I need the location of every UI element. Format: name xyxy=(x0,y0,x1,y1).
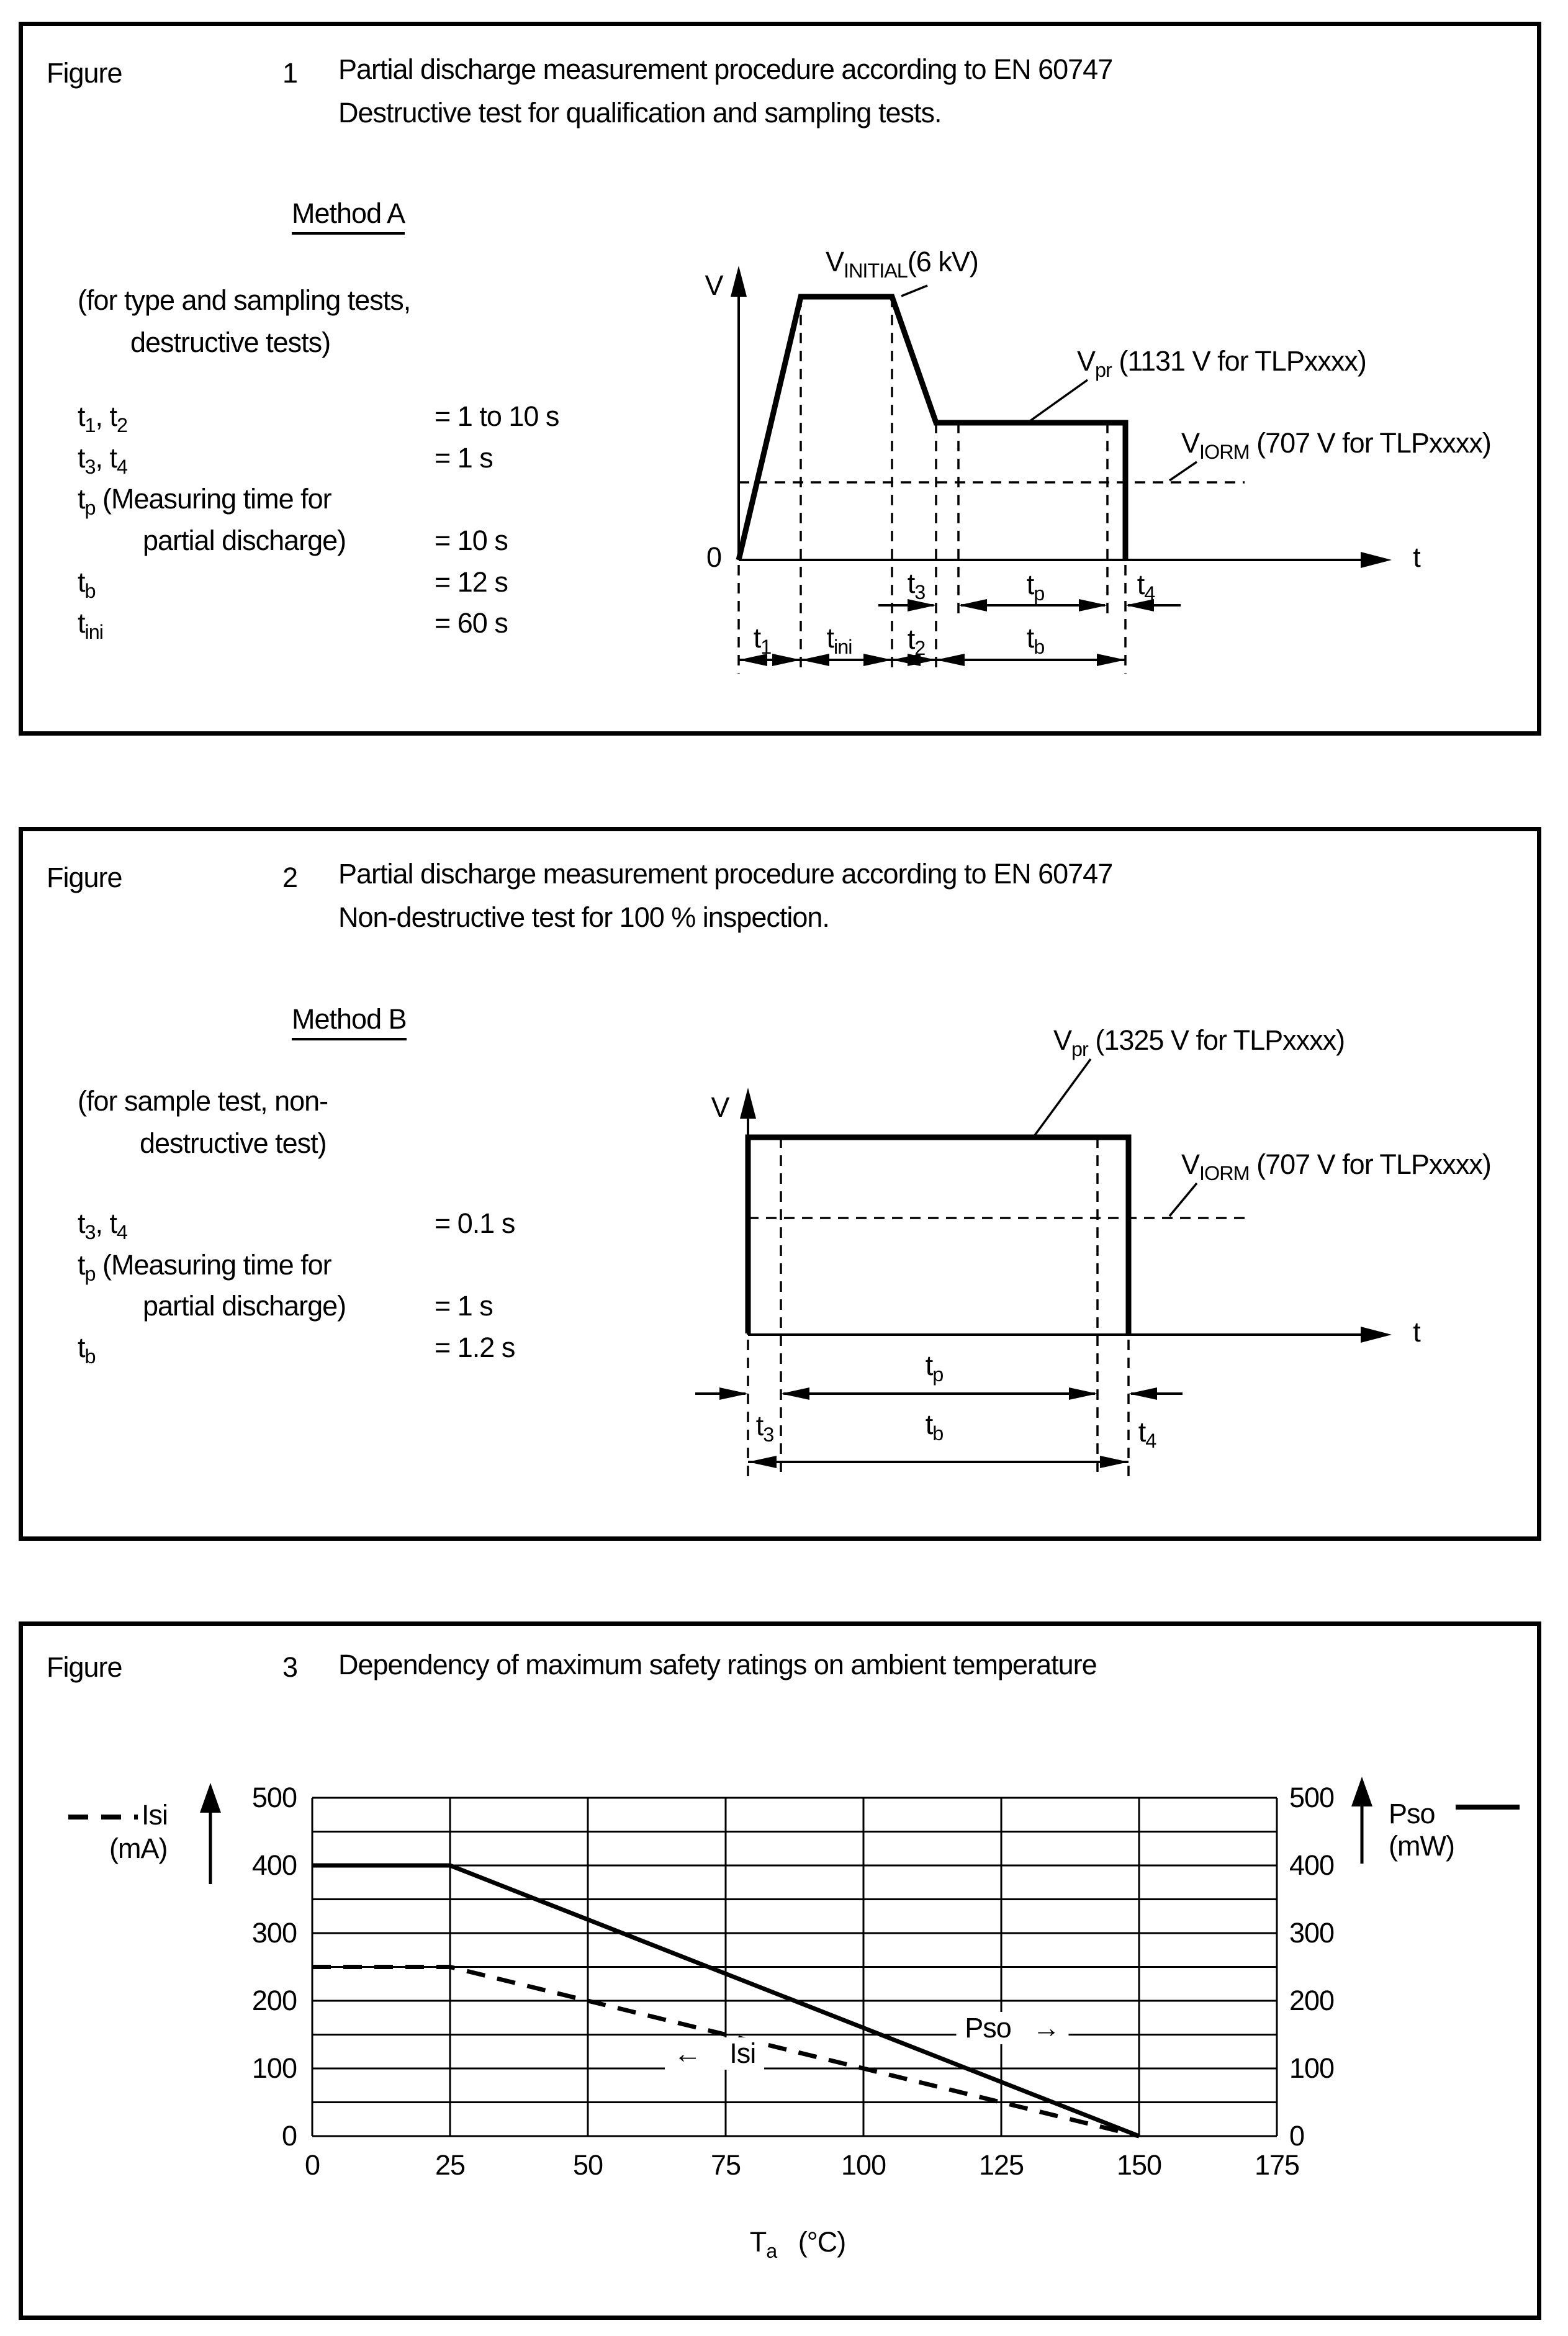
fig1-vpr-label: $V_{pr}$ (1131 V for TLPxxxx) xyxy=(1077,345,1366,381)
fig2-figure-number: 2 xyxy=(282,862,298,893)
fig2-t3-label: $t_3$ xyxy=(755,1410,774,1446)
fig3-grid xyxy=(312,1798,1277,2136)
fig3-title: Dependency of maximum safety ratings on ambient temperature xyxy=(338,1649,1097,1680)
fig2-param2-value: = 1 s xyxy=(435,1290,493,1322)
pso-legend-name: Pso xyxy=(1389,1798,1435,1829)
fig1-param3-name: $t_p$ (Measuring time for xyxy=(78,483,331,519)
fig1-t4-label: $t_4$ xyxy=(1137,569,1155,605)
fig1-taxis-arrow xyxy=(1361,552,1392,568)
fig3-ytick-right-400: 400 xyxy=(1289,1849,1335,1881)
fig3-annotation-1: Pso → xyxy=(956,2012,1068,2044)
fig2-yaxis-label: V xyxy=(711,1091,729,1123)
fig1-param3-name2: partial discharge) xyxy=(143,525,346,556)
isi-legend-unit: (mA) xyxy=(109,1833,168,1864)
fig2-param1-value: = 0.1 s xyxy=(435,1207,515,1239)
fig2-figure-label: Figure xyxy=(47,862,122,893)
fig3-ytick-left-200: 200 xyxy=(251,1985,297,2016)
fig3-annotation-0: ← Isi xyxy=(665,2037,764,2070)
fig2-tb-label: $t_b$ xyxy=(925,1409,944,1445)
fig1-param4-value: = 12 s xyxy=(435,566,508,598)
fig1-method-heading: Method A xyxy=(292,197,405,230)
fig2-param3-name: $t_b$ xyxy=(78,1332,96,1368)
fig3-xtick-100: 100 xyxy=(840,2149,886,2181)
fig1-figure-number: 1 xyxy=(282,57,298,89)
fig3-xtick-25: 25 xyxy=(435,2149,466,2181)
fig2-param2-name: $t_p$ (Measuring time for xyxy=(78,1249,331,1285)
fig2-scope-line1: (for sample test, non- xyxy=(78,1085,328,1117)
fig2-vaxis-arrow xyxy=(740,1088,756,1119)
fig2-param3-value: = 1.2 s xyxy=(435,1332,515,1363)
fig2-diagram xyxy=(695,1059,1392,1477)
fig2-viorm-label: $V_{IORM}$ (707 V for TLPxxxx) xyxy=(1181,1148,1491,1184)
fig3-xtick-0: 0 xyxy=(304,2149,320,2181)
fig1-param2-name: $t_3$, $t_4$ xyxy=(78,442,128,478)
fig3-ytick-right-0: 0 xyxy=(1289,2120,1305,2152)
fig2-param2-name2: partial discharge) xyxy=(143,1290,346,1322)
fig2-param1-name: $t_3$, $t_4$ xyxy=(78,1207,128,1243)
fig3-xtick-125: 125 xyxy=(978,2149,1024,2181)
fig3-ytick-left-0: 0 xyxy=(281,2120,297,2152)
fig2-dashed-guides xyxy=(748,1137,1245,1477)
isi-legend-name: Isi xyxy=(142,1799,168,1831)
fig1-waveform xyxy=(739,297,1125,560)
fig1-param4-name: $t_b$ xyxy=(78,566,96,602)
fig1-tini-label: $t_{ini}$ xyxy=(826,622,852,658)
fig1-param1-name: $t_1$, $t_2$ xyxy=(78,400,128,436)
fig2-xaxis-label: t xyxy=(1413,1316,1420,1348)
fig1-param1-value: = 1 to 10 s xyxy=(435,400,559,432)
fig1-vaxis-arrow xyxy=(731,266,747,297)
fig2-method-heading: Method B xyxy=(292,1003,407,1035)
fig1-viorm-label: $V_{IORM}$ (707 V for TLPxxxx) xyxy=(1181,427,1491,463)
fig2-title-line2: Non-destructive test for 100 % inspection. xyxy=(338,901,829,933)
fig3-figure-number: 3 xyxy=(282,1651,298,1683)
fig1-t1-label: $t_1$ xyxy=(753,622,772,658)
fig3-ytick-right-300: 300 xyxy=(1289,1917,1335,1949)
fig1-diagram xyxy=(731,266,1392,674)
fig2-title-line1: Partial discharge measurement procedure according to EN 60747 xyxy=(338,858,1113,890)
fig1-figure-label: Figure xyxy=(47,57,122,89)
fig1-tb-label: $t_b$ xyxy=(1026,622,1045,658)
fig3-ytick-left-500: 500 xyxy=(251,1782,297,1813)
fig3-ytick-right-200: 200 xyxy=(1289,1985,1335,2016)
fig1-param5-name: $t_{ini}$ xyxy=(78,607,103,643)
fig2-t4-label: $t_4$ xyxy=(1138,1416,1156,1452)
fig3-xtick-75: 75 xyxy=(710,2149,741,2181)
fig1-title-line1: Partial discharge measurement procedure according to EN 60747 xyxy=(338,53,1113,85)
fig3-xtick-150: 150 xyxy=(1116,2149,1162,2181)
pso-axis-arrow-head xyxy=(1351,1777,1372,1806)
fig2-vpr-label: $V_{pr}$ (1325 V for TLPxxxx) xyxy=(1053,1024,1345,1060)
fig3-ytick-right-500: 500 xyxy=(1289,1782,1335,1813)
fig3-ytick-left-300: 300 xyxy=(251,1917,297,1949)
fig1-pointers xyxy=(901,286,1197,480)
fig1-tp-label: $t_p$ xyxy=(1026,569,1045,605)
fig1-param3-value: = 10 s xyxy=(435,525,508,556)
fig3-xaxis-title: $T_a$ (°C) xyxy=(749,2226,846,2262)
fig1-yaxis-label: V xyxy=(705,269,723,301)
fig1-vinitial-label: $V_{INITIAL}(6$ kV) xyxy=(826,246,978,282)
fig3-ytick-right-100: 100 xyxy=(1289,2052,1335,2084)
fig2-tp-label: $t_p$ xyxy=(925,1350,944,1386)
fig1-param5-value: = 60 s xyxy=(435,607,508,639)
fig3-xtick-175: 175 xyxy=(1254,2149,1300,2181)
fig3-ytick-left-400: 400 xyxy=(251,1849,297,1881)
fig3-xtick-50: 50 xyxy=(572,2149,603,2181)
fig1-param2-value: = 1 s xyxy=(435,442,493,474)
fig1-t3-label: $t_3$ xyxy=(907,567,926,603)
fig2-pulse xyxy=(748,1137,1129,1333)
fig2-scope-line2: destructive test) xyxy=(140,1127,327,1159)
fig1-scope-line2: destructive tests) xyxy=(130,327,331,358)
fig1-xaxis-label: t xyxy=(1413,541,1420,573)
fig3-figure-label: Figure xyxy=(47,1651,122,1683)
fig3-ytick-left-100: 100 xyxy=(251,2052,297,2084)
fig1-origin-label: 0 xyxy=(706,541,722,573)
fig2-taxis-arrow xyxy=(1361,1327,1392,1343)
fig1-t2-label: $t_2$ xyxy=(907,623,926,659)
pso-legend-unit: (mW) xyxy=(1389,1830,1454,1862)
fig1-title-line2: Destructive test for qualification and sampling tests. xyxy=(338,97,942,129)
fig1-scope-line1: (for type and sampling tests, xyxy=(78,284,411,316)
